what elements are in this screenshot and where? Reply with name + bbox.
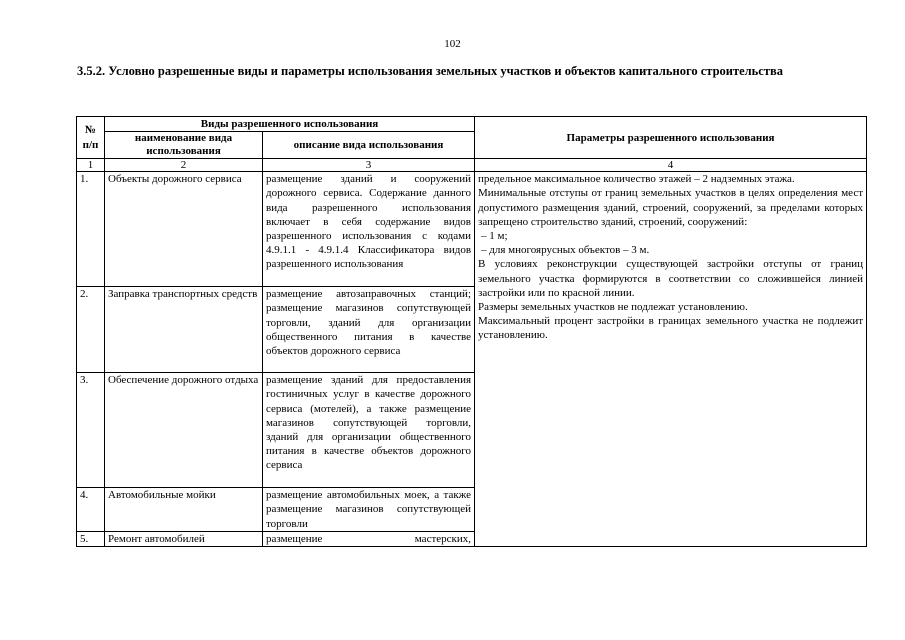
- row-number: 2.: [77, 287, 105, 373]
- row-number: 5.: [77, 531, 105, 546]
- column-number: 1: [77, 159, 105, 172]
- use-name: Обеспечение дорожного отдыха: [105, 373, 263, 488]
- col-header-name: наименование вида использования: [105, 132, 263, 159]
- column-number: 3: [263, 159, 475, 172]
- col-header-number: № п/п: [77, 117, 105, 159]
- param-reconstruction: В условиях реконструкции существующей застройки отступы от границ земельного участка формируются в соответствии со сложившейся линией застройки или по красной линии.: [478, 258, 864, 299]
- table-row: [77, 172, 867, 287]
- param-setback-3m: – для многоярусных объектов – 3 м.: [481, 244, 650, 257]
- row-number: 4.: [77, 488, 105, 532]
- column-number-row: [77, 159, 867, 172]
- use-description: размещение зданий для предоставления гостиничных услуг в качестве дорожного сервиса (мотелей), а также размещение магазинов сопутствующей торговли, зданий для организации общественного питания в качестве объектов дорожного сервиса: [263, 373, 475, 488]
- param-setbacks: Минимальные отступы от границ земельных участков в целях определения мест допустимого размещения зданий, строений, сооружений, за пределами которых запрещено строительство зданий, строений, сооружений:: [478, 187, 864, 228]
- use-name: Объекты дорожного сервиса: [105, 172, 263, 287]
- row-number: 1.: [77, 172, 105, 287]
- col-header-desc: описание вида использования: [263, 132, 475, 159]
- permitted-use-table: [76, 116, 867, 547]
- column-number: 2: [105, 159, 263, 172]
- row-number: 3.: [77, 373, 105, 488]
- use-description: размещение мастерских,: [263, 531, 475, 546]
- param-coverage: Максимальный процент застройки в границах земельного участка не подлежит установлению.: [478, 315, 864, 342]
- col-header-group: Виды разрешенного использования: [105, 117, 475, 132]
- section-heading: 3.5.2. Условно разрешенные виды и параметры использования земельных участков и объектов капитального строительства: [77, 64, 783, 78]
- use-name: Заправка транспортных средств: [105, 287, 263, 373]
- use-description: размещение автозаправочных станций; размещение магазинов сопутствующей торговли, зданий для организации общественного питания в качестве объектов дорожного сервиса: [263, 287, 475, 373]
- use-description: размещение автомобильных моек, а также размещение магазинов сопутствующей торговли: [263, 488, 475, 532]
- page-number: 102: [444, 38, 461, 50]
- param-plot-size: Размеры земельных участков не подлежат установлению.: [478, 301, 748, 314]
- param-setback-1m: – 1 м;: [481, 230, 508, 243]
- use-name: Автомобильные мойки: [105, 488, 263, 532]
- use-parameters: [475, 172, 867, 547]
- param-floors: предельное максимальное количество этажей – 2 надземных этажа.: [478, 173, 795, 186]
- col-header-params: Параметры разрешенного использования: [475, 117, 867, 159]
- use-name: Ремонт автомобилей: [105, 531, 263, 546]
- column-number: 4: [475, 159, 867, 172]
- use-description: размещение зданий и сооружений дорожного сервиса. Содержание данного вида разрешенного использования включает в себя содержание видов разрешенного использования с кодами 4.9.1.1 - 4.9.1.4 Классификатора видов разрешенного использования: [263, 172, 475, 287]
